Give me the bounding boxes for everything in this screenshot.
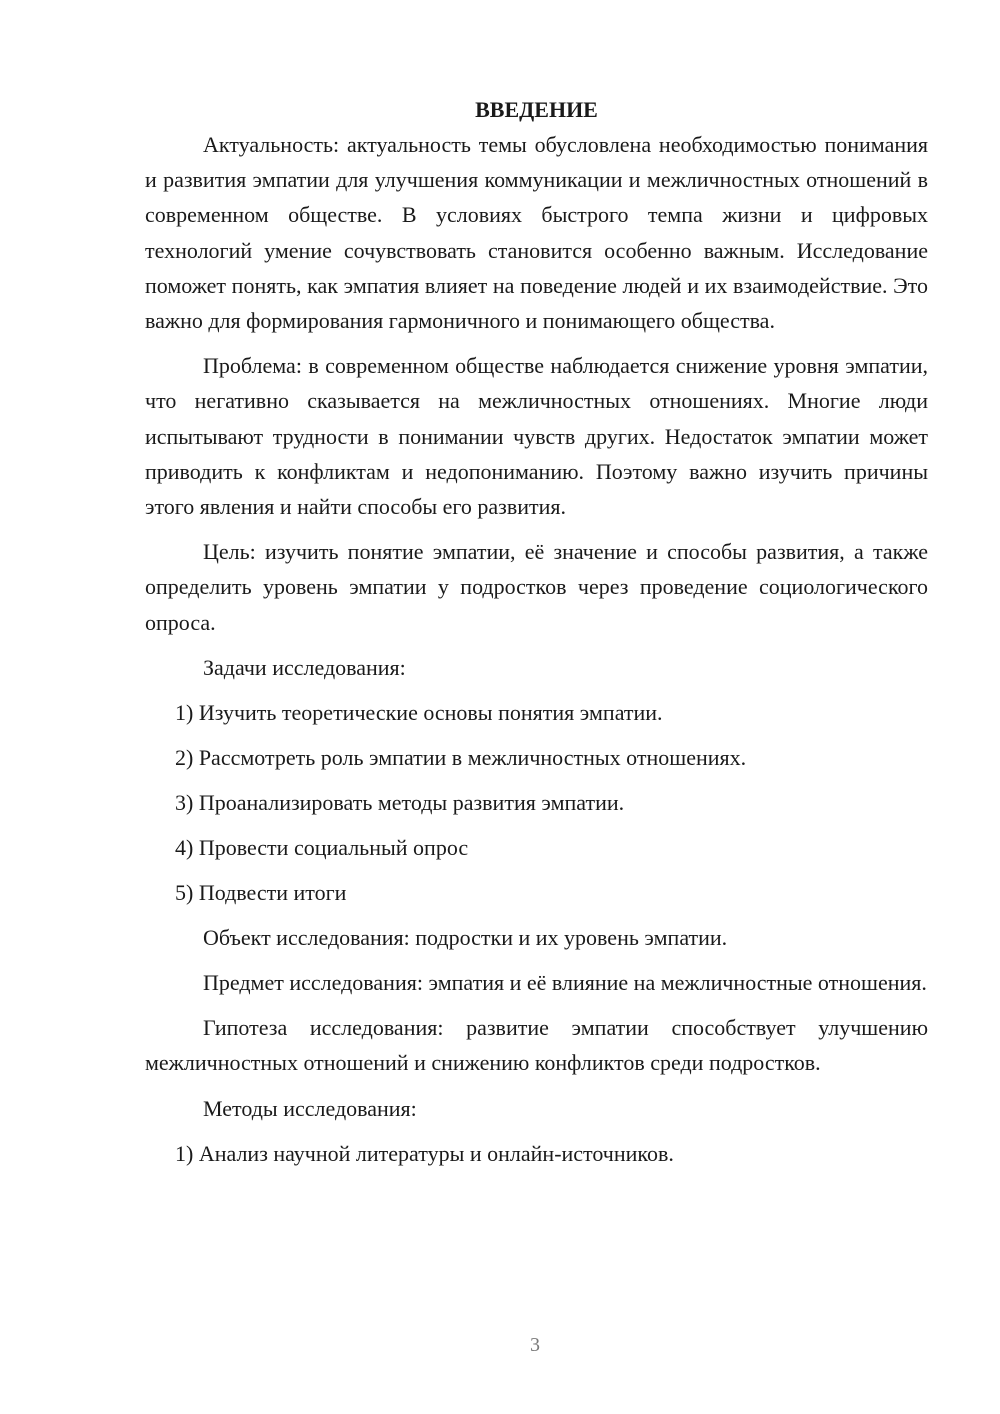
- tasks-heading: Задачи исследования:: [203, 654, 406, 680]
- goal-paragraph: Цель: изучить понятие эмпатии, её значение и способы развития, а также определить уровень эмпатии у подростков через проведение социологического опроса.: [145, 539, 928, 635]
- hypothesis-paragraph: Гипотеза исследования: развитие эмпатии способствует улучшению межличностных отношений и снижению конфликтов среди подростков.: [145, 1015, 928, 1076]
- document-page: [145, 92, 928, 1181]
- subject-paragraph: Предмет исследования: эмпатия и её влияние на межличностные отношения.: [203, 970, 927, 996]
- task-item: 5) Подвести итоги: [175, 879, 347, 905]
- problem-paragraph: Проблема: в современном обществе наблюдается снижение уровня эмпатии, что негативно сказывается на межличностных отношениях. Многие люди испытывают трудности в понимании чувств других. Недостаток эмпатии может приводить к конфликтам и недопониманию. Поэтому важно изучить причины этого явления и найти способы его развития.: [145, 353, 928, 520]
- methods-heading: Методы исследования:: [203, 1095, 417, 1121]
- method-item: 1) Анализ научной литературы и онлайн-источников.: [175, 1140, 674, 1166]
- task-item: 3) Проанализировать методы развития эмпатии.: [175, 789, 625, 815]
- task-item: 2) Рассмотреть роль эмпатии в межличностных отношениях.: [175, 744, 747, 770]
- page-number: 3: [530, 1334, 540, 1356]
- object-paragraph: Объект исследования: подростки и их уровень эмпатии.: [203, 924, 728, 950]
- relevance-paragraph: Актуальность: актуальность темы обусловлена необходимостью понимания и развития эмпатии для улучшения коммуникации и межличностных отношений в современном обществе. В условиях быстрого темпа жизни и цифровых технологий умение сочувствовать становится особенно важным. Исследование поможет понять, как эмпатия влияет на поведение людей и их взаимодействие. Это важно для формирования гармоничного и понимающего общества.: [145, 132, 928, 334]
- task-item: 4) Провести социальный опрос: [175, 834, 469, 860]
- section-title: ВВЕДЕНИЕ: [475, 97, 598, 122]
- task-item: 1) Изучить теоретические основы понятия эмпатии.: [175, 699, 663, 725]
